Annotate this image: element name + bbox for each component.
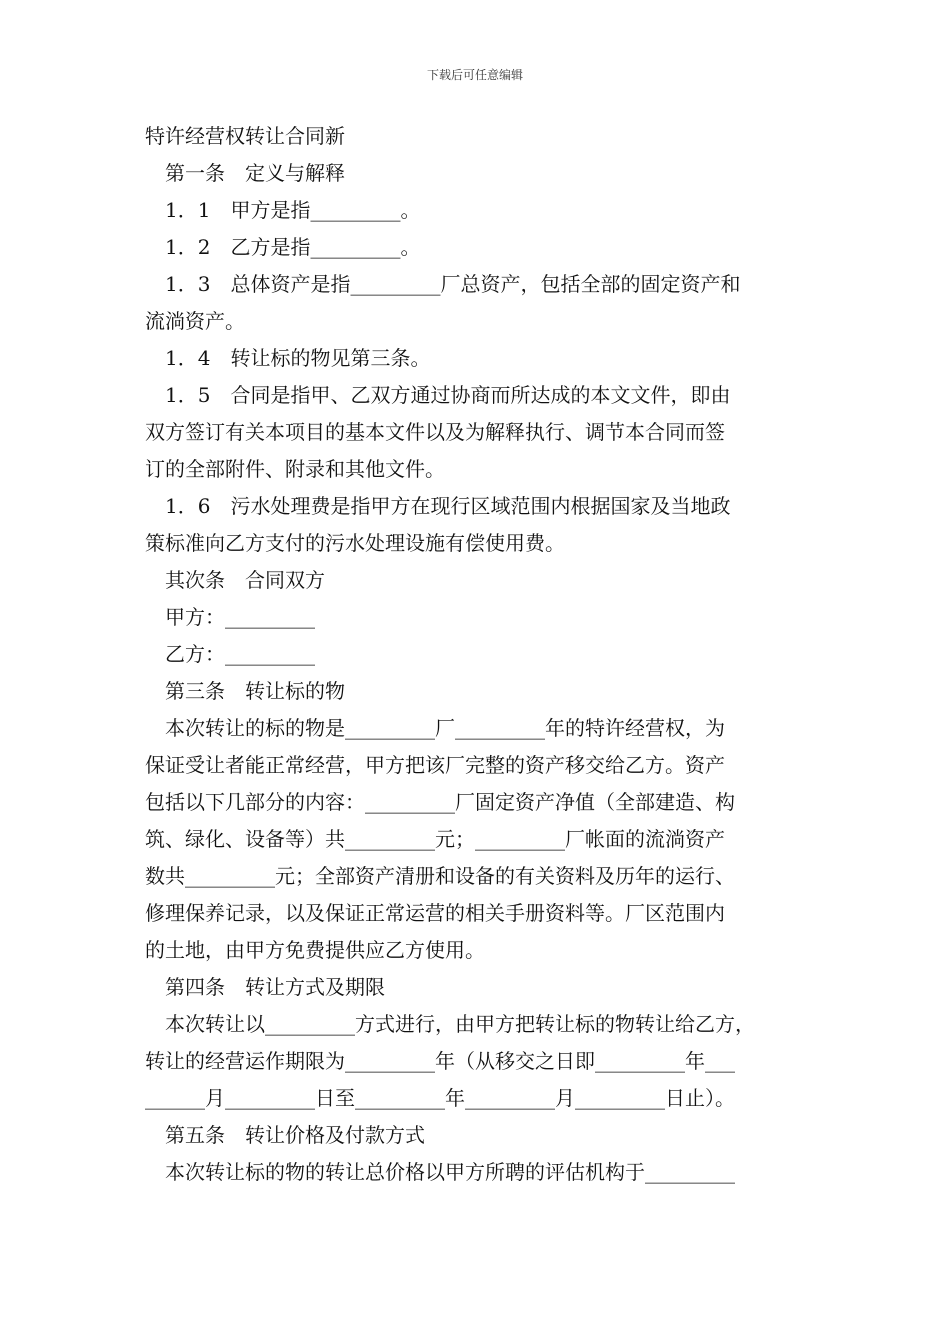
clause-line: 策标准向乙方支付的污水处理设施有偿使用费。 [145,531,565,555]
clause-line: 1．6 污水处理费是指甲方在现行区域范围内根据国家及当地政 [165,494,731,518]
clause-line: 1．2 乙方是指_________。 [165,235,421,259]
article-heading: 第一条 定义与解释 [165,161,345,185]
page-header: 下载后可任意编辑 [426,68,523,82]
clause-line: 流淌资产。 [145,309,245,333]
body-line: 数共_________元；全部资产清册和设备的有关资料及历年的运行、 [145,864,735,888]
body-line: 本次转让的标的物是_________厂_________年的特许经营权，为 [165,716,725,740]
article-heading: 第五条 转让价格及付款方式 [165,1123,425,1147]
party-a-line: 甲方：_________ [165,605,315,629]
party-b-line: 乙方：_________ [165,642,315,666]
body-line: 本次转让以_________方式进行，由甲方把转让标的物转让给乙方， [165,1012,755,1036]
clause-line: 1．4 转让标的物见第三条。 [165,346,431,370]
body-line: 本次转让标的物的转让总价格以甲方所聘的评估机构于_________ [165,1160,735,1184]
clause-line: 双方签订有关本项目的基本文件以及为解释执行、调节本合同而签 [145,420,725,444]
body-line: 的土地，由甲方免费提供应乙方使用。 [145,938,485,962]
clause-line: 1．3 总体资产是指_________厂总资产，包括全部的固定资产和 [165,272,741,296]
clause-line: 1．1 甲方是指_________。 [165,198,421,222]
article-heading: 第三条 转让标的物 [165,679,345,703]
body-line: 筑、绿化、设备等）共_________元；_________厂帐面的流淌资产 [145,827,725,851]
contract-body [145,118,815,1191]
body-line: 保证受让者能正常经营，甲方把该厂完整的资产移交给乙方。资产 [145,753,725,777]
clause-line: 1．5 合同是指甲、乙双方通过协商而所达成的本文文件，即由 [165,383,731,407]
article-heading: 第四条 转让方式及期限 [165,975,385,999]
article-heading: 其次条 合同双方 [165,568,325,592]
body-line: 包括以下几部分的内容：_________厂固定资产净值（全部建造、构 [145,790,735,814]
body-line: 修理保养记录，以及保证正常运营的相关手册资料等。厂区范围内 [145,901,725,925]
body-line: 转让的经营运作期限为_________年（从移交之日即_________年___ [145,1049,735,1073]
body-line: ______月_________日至_________年_________月_________日止）。 [145,1086,735,1110]
clause-line: 订的全部附件、附录和其他文件。 [145,457,445,481]
document-title: 特许经营权转让合同新 [145,124,345,148]
